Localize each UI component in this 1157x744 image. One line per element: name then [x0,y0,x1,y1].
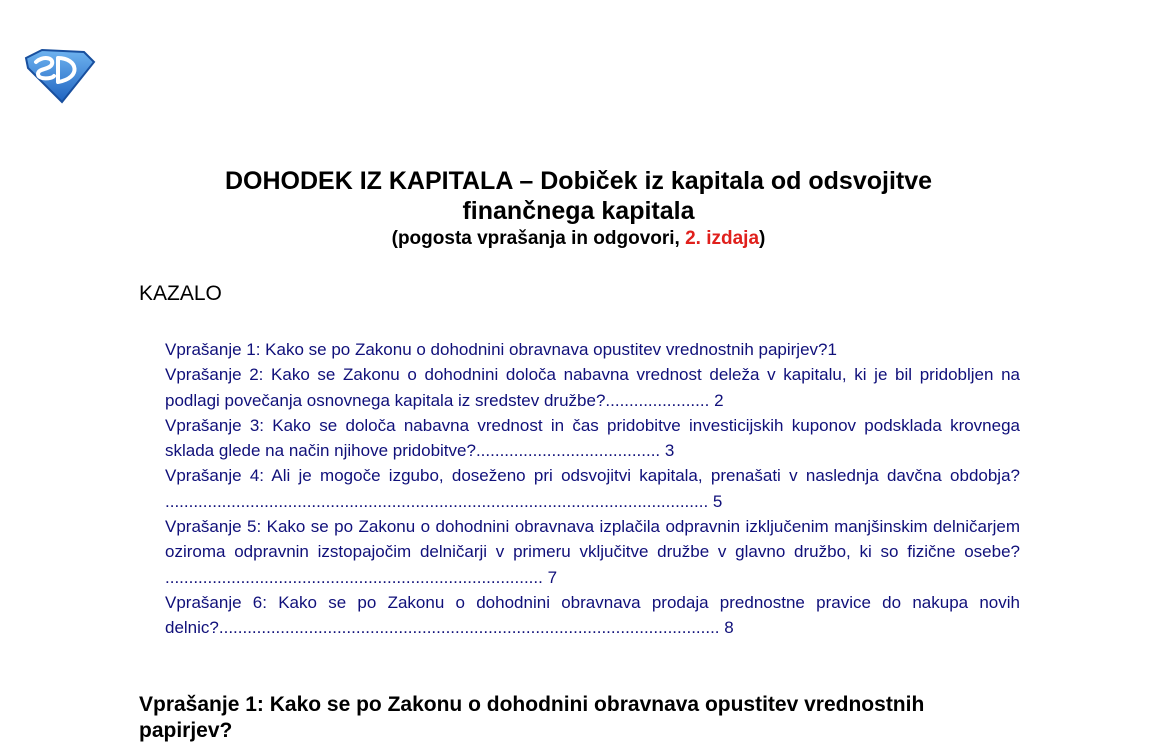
toc-entry-text: Vprašanje 6: Kako se po Zakonu o dohodnini obravnava prodaja prednostne pravice do nakupa novih delnic? [165,592,1020,638]
toc-entry-text: Vprašanje 3: Kako se določa nabavna vrednost in čas pridobitve investicijskih kuponov podsklada krovnega sklada glede na način njihove pridobitve? [165,415,1020,461]
subtitle-suffix: ) [759,228,766,249]
toc-entry-text: Vprašanje 2: Kako se Zakonu o dohodnini določa nabavna vrednost deleža v kapitalu, ki je bil pridobljen na podlagi povečanja osnovnega kapitala iz sredstev družbe? [165,365,1020,410]
toc-entry-dots: ................................................................................ [165,567,543,587]
toc-entry-3[interactable] [165,413,1020,464]
document-subtitle [0,226,1157,252]
toc-entry-5[interactable] [165,514,1020,590]
toc-entry-text: Vprašanje 4: Ali je mogoče izgubo, doseženo pri odsvojitvi kapitala, prenašati v naslednja davčna obdobja? [165,466,1020,486]
toc-entry-page: 5 [712,491,723,511]
toc-entry-dots: ................................................................................................................... [165,491,709,511]
toc-entry-2[interactable] [165,362,1020,413]
toc-heading: KAZALO [139,282,222,305]
toc-entry-page: 8 [724,618,734,638]
subtitle-prefix: (pogosta vprašanja in odgovori, [391,228,686,249]
edition-label: 2. izdaja [685,228,760,249]
toc-entry-dots: ...................... [605,390,710,410]
toc-entry-dots: .......................................................................................................... [218,618,720,638]
toc-entry-page: 3 [664,441,675,461]
question-1-heading: Vprašanje 1: Kako se po Zakonu o dohodnini obravnava opustitev vrednostnih papirjev? [139,693,925,742]
toc-entry-6[interactable] [165,590,1020,641]
toc-entry-dots: ....................................... [475,441,661,461]
toc-entry-4[interactable] [165,463,1020,514]
toc-entry-page: 2 [714,390,724,410]
toc-entry-page: 1 [827,340,837,359]
toc-entry-1[interactable] [165,337,1020,362]
toc-entry-page: 7 [547,567,558,587]
toc-entry-text: Vprašanje 1: Kako se po Zakonu o dohodnini obravnava opustitev vrednostnih papirjev? [165,340,828,359]
sd-logo-icon [22,48,96,104]
toc-entry-text: Vprašanje 5: Kako se po Zakonu o dohodnini obravnava izplačila odpravnin izključenim manjšinskim delničarjem oziroma odpravnin izstopajočim delničarji v primeru vključitve družbe v glavno družbo, ki so fizične osebe? [165,517,1020,562]
document-title: DOHODEK IZ KAPITALA – Dobiček iz kapitala od odsvojitve finančnega kapitala [224,167,933,225]
document-header [0,166,1157,252]
table-of-contents [165,337,1020,641]
